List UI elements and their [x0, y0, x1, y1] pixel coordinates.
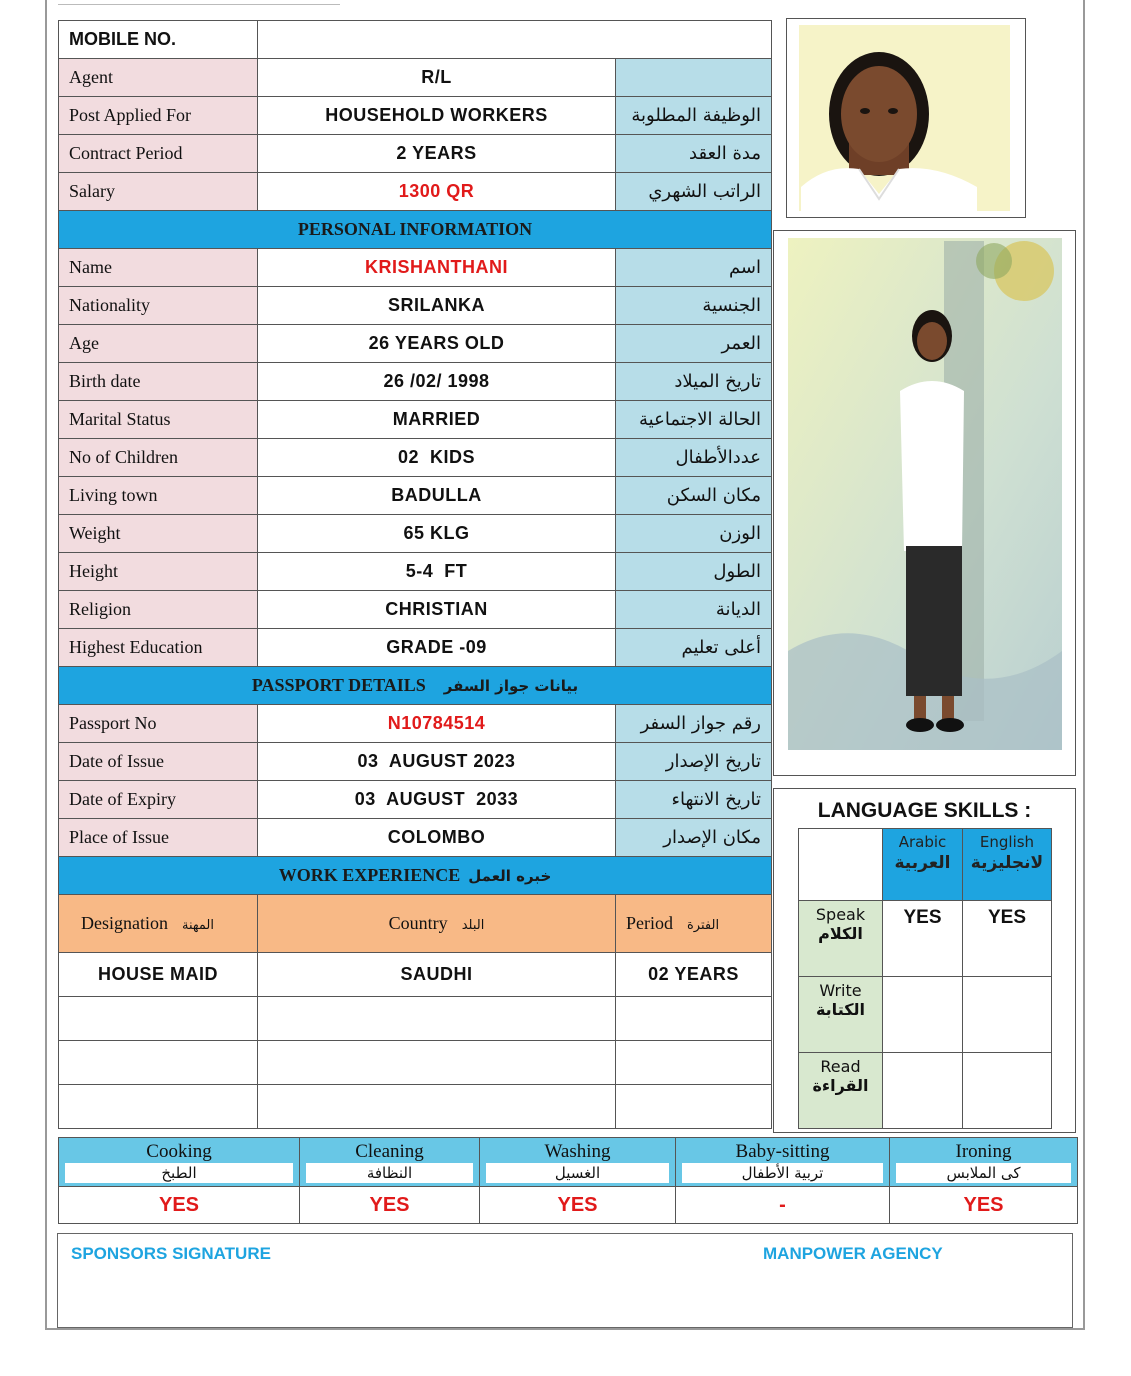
skill-babysitting-header: [676, 1138, 890, 1187]
personal-info-header: PERSONAL INFORMATION: [59, 211, 772, 249]
language-skills-panel: [773, 788, 1076, 1133]
work-designation: HOUSE MAID: [59, 953, 258, 997]
mobile-row: [59, 21, 772, 59]
work-row-empty: [59, 997, 772, 1041]
skill-label: Cooking: [146, 1141, 212, 1162]
nationality-row: [59, 287, 772, 325]
country-header: [258, 895, 616, 953]
speak-row-label: [799, 901, 883, 977]
field-value: 03 AUGUST 2033: [258, 781, 616, 819]
field-label: Salary: [59, 173, 258, 211]
field-label: Place of Issue: [59, 819, 258, 857]
speak-english-value: YES: [963, 901, 1052, 977]
passport-number-value: N10784514: [258, 705, 616, 743]
read-arabic-value: [883, 1053, 963, 1129]
designation-header-label: Designation: [81, 913, 168, 933]
work-row-empty: [59, 1085, 772, 1129]
field-label: Date of Issue: [59, 743, 258, 781]
language-skills-table: [798, 828, 1052, 1129]
field-value: 26 YEARS OLD: [258, 325, 616, 363]
field-value: 03 AUGUST 2023: [258, 743, 616, 781]
designation-header: [59, 895, 258, 953]
sponsor-signature-label: SPONSORS SIGNATURE: [71, 1244, 271, 1263]
manpower-agency-label: MANPOWER AGENCY: [763, 1244, 943, 1263]
row-label: Speak: [815, 905, 866, 924]
write-row-label: [799, 977, 883, 1053]
field-value: CHRISTIAN: [258, 591, 616, 629]
field-value: COLOMBO: [258, 819, 616, 857]
column-label-arabic: العربية: [894, 853, 951, 873]
skills-table: [58, 1137, 1078, 1224]
portrait-image: [787, 19, 1024, 216]
field-label-arabic: مكان الإصدار: [616, 819, 772, 857]
field-label-arabic: [616, 59, 772, 97]
field-label-arabic: رقم جواز السفر: [616, 705, 772, 743]
skill-label-arabic: تربية الأطفال: [682, 1163, 883, 1183]
english-column-header: [963, 829, 1052, 901]
skill-ironing-value: YES: [890, 1187, 1078, 1224]
skill-label: Cleaning: [355, 1141, 424, 1162]
work-period: 02 YEARS: [616, 953, 772, 997]
field-value: GRADE -09: [258, 629, 616, 667]
field-label-arabic: الطول: [616, 553, 772, 591]
field-label: Passport No: [59, 705, 258, 743]
row-label-arabic: الكلام: [818, 924, 863, 943]
passport-details-header: [59, 667, 772, 705]
skill-cleaning-value: YES: [300, 1187, 480, 1224]
field-label-arabic: اسم: [616, 249, 772, 287]
height-row: [59, 553, 772, 591]
row-label-arabic: الكتابة: [815, 1000, 866, 1019]
field-label-arabic: الوزن: [616, 515, 772, 553]
work-country: SAUDHI: [258, 953, 616, 997]
top-rule: [58, 4, 340, 5]
read-row-label: [799, 1053, 883, 1129]
field-label: Height: [59, 553, 258, 591]
post-row: [59, 97, 772, 135]
period-header: [616, 895, 772, 953]
cv-form-table: [58, 20, 772, 1129]
field-label: Religion: [59, 591, 258, 629]
column-label-arabic: لانجليزية: [970, 853, 1044, 873]
work-header-row: [59, 895, 772, 953]
field-label: Living town: [59, 477, 258, 515]
row-label: Write: [819, 981, 862, 1000]
language-skills-title: LANGUAGE SKILLS :: [817, 799, 1032, 822]
write-english-value: [963, 977, 1052, 1053]
skill-washing-value: YES: [480, 1187, 676, 1224]
field-label: Birth date: [59, 363, 258, 401]
skill-babysitting-value: -: [676, 1187, 890, 1224]
skill-label-arabic: الغسيل: [486, 1163, 669, 1183]
marital-row: [59, 401, 772, 439]
arabic-column-header: [883, 829, 963, 901]
field-label-arabic: تاريخ الميلاد: [616, 363, 772, 401]
passport-no-row: [59, 705, 772, 743]
skill-label-arabic: الطبخ: [65, 1163, 293, 1183]
work-row: [59, 953, 772, 997]
field-label-arabic: عددالأطفال: [616, 439, 772, 477]
skill-label: Baby-sitting: [735, 1141, 830, 1162]
work-row-empty: [59, 1041, 772, 1085]
field-label: Age: [59, 325, 258, 363]
field-label-arabic: الديانة: [616, 591, 772, 629]
skill-washing-header: [480, 1138, 676, 1187]
field-label: Marital Status: [59, 401, 258, 439]
mobile-value: [258, 21, 772, 59]
field-label: Nationality: [59, 287, 258, 325]
town-row: [59, 477, 772, 515]
skill-cleaning-header: [300, 1138, 480, 1187]
field-label-arabic: الحالة الاجتماعية: [616, 401, 772, 439]
issue-date-row: [59, 743, 772, 781]
age-row: [59, 325, 772, 363]
work-title-arabic: خبره العمل: [468, 867, 552, 885]
field-label-arabic: مكان السكن: [616, 477, 772, 515]
birthdate-row: [59, 363, 772, 401]
field-label-arabic: تاريخ الإصدار: [616, 743, 772, 781]
place-of-issue-row: [59, 819, 772, 857]
period-header-arabic: الفترة: [687, 918, 720, 933]
field-label-arabic: أعلى تعليم: [616, 629, 772, 667]
name-row: [59, 249, 772, 287]
field-label-arabic: الوظيفة المطلوبة: [616, 97, 772, 135]
full-length-photo: [773, 230, 1076, 776]
salary-row: [59, 173, 772, 211]
skill-cooking-header: [59, 1138, 300, 1187]
name-value: KRISHANTHANI: [258, 249, 616, 287]
field-value: HOUSEHOLD WORKERS: [258, 97, 616, 135]
salary-value: 1300 QR: [258, 173, 616, 211]
portrait-photo: [786, 18, 1026, 218]
field-label: No of Children: [59, 439, 258, 477]
weight-row: [59, 515, 772, 553]
field-label: Post Applied For: [59, 97, 258, 135]
work-experience-header: [59, 857, 772, 895]
field-label: Weight: [59, 515, 258, 553]
write-arabic-value: [883, 977, 963, 1053]
row-label: Read: [820, 1057, 861, 1076]
skill-cooking-value: YES: [59, 1187, 300, 1224]
field-value: 02 KIDS: [258, 439, 616, 477]
field-label: Highest Education: [59, 629, 258, 667]
field-label-arabic: الراتب الشهري: [616, 173, 772, 211]
designation-header-arabic: المهنة: [182, 918, 214, 933]
children-row: [59, 439, 772, 477]
field-label: Agent: [59, 59, 258, 97]
period-header-label: Period: [626, 913, 673, 933]
education-row: [59, 629, 772, 667]
mobile-label: MOBILE NO.: [59, 21, 258, 59]
field-label-arabic: الجنسية: [616, 287, 772, 325]
religion-row: [59, 591, 772, 629]
agent-row: [59, 59, 772, 97]
field-value: BADULLA: [258, 477, 616, 515]
field-label: Name: [59, 249, 258, 287]
speak-arabic-value: YES: [883, 901, 963, 977]
field-value: MARRIED: [258, 401, 616, 439]
skill-label-arabic: کی الملابس: [896, 1163, 1071, 1183]
passport-title-arabic: بيانات جواز السفر: [443, 677, 579, 695]
row-label-arabic: القراءة: [812, 1076, 869, 1095]
field-value: SRILANKA: [258, 287, 616, 325]
country-header-arabic: البلد: [461, 918, 485, 933]
column-label: Arabic: [898, 833, 947, 851]
passport-title: PASSPORT DETAILS: [251, 675, 426, 695]
field-value: R/L: [258, 59, 616, 97]
read-english-value: [963, 1053, 1052, 1129]
country-header-label: Country: [388, 913, 448, 933]
field-label-arabic: العمر: [616, 325, 772, 363]
field-value: 26 /02/ 1998: [258, 363, 616, 401]
signature-box: [57, 1233, 1073, 1328]
column-label: English: [979, 833, 1035, 851]
field-label: Date of Expiry: [59, 781, 258, 819]
field-label-arabic: مدة العقد: [616, 135, 772, 173]
skill-ironing-header: [890, 1138, 1078, 1187]
field-value: 2 YEARS: [258, 135, 616, 173]
field-label-arabic: تاريخ الانتهاء: [616, 781, 772, 819]
expiry-date-row: [59, 781, 772, 819]
field-label: Contract Period: [59, 135, 258, 173]
work-title: WORK EXPERIENCE: [278, 865, 461, 885]
skill-label-arabic: النظافة: [306, 1163, 473, 1183]
field-value: 5-4 FT: [258, 553, 616, 591]
skill-label: Ironing: [955, 1141, 1012, 1162]
full-length-image: [774, 231, 1074, 774]
skill-label: Washing: [544, 1141, 611, 1162]
field-value: 65 KLG: [258, 515, 616, 553]
contract-row: [59, 135, 772, 173]
